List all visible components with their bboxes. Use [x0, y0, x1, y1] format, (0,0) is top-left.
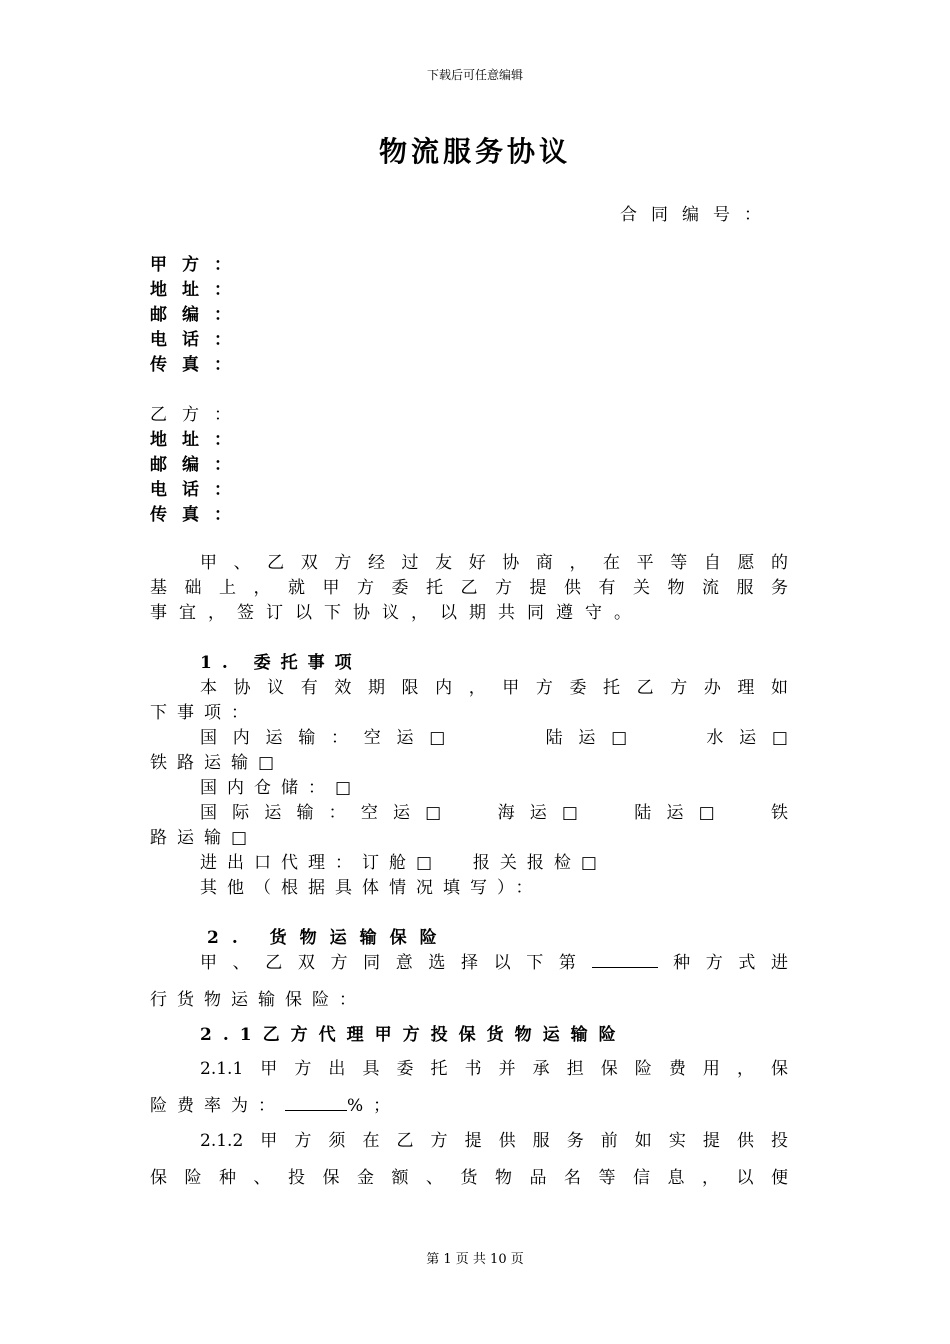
party-a-fax: 传真： — [150, 355, 246, 375]
party-a-postcode: 邮编： — [150, 305, 246, 325]
subsection-2-1-heading: 2.1乙方代理甲方投保货物运输险 — [200, 1025, 627, 1045]
section-1-heading: 1. 委托事项 — [200, 653, 362, 673]
section-2-para-pre: 甲、乙双方同意选择以下第 — [200, 953, 592, 973]
insurance-method-blank — [592, 951, 658, 968]
clause-2-1-2-line-1: 2.1.2甲方须在乙方提供服务前如实提供投 — [200, 1131, 788, 1151]
page-header: 下载后可任意编辑 — [426, 68, 523, 82]
clause-2-1-1-line-1: 2.1.1甲方出具委托书并承担保险费用，保 — [200, 1059, 788, 1079]
import-export-agency-options: 进出口代理：订舱□ 报关报检□ — [200, 853, 607, 873]
party-a-address: 地址： — [150, 280, 246, 300]
section-1-para-line-2: 下事项： — [150, 703, 258, 723]
party-a-name: 甲方： — [150, 255, 246, 275]
other-services-line: 其他（根据具体情况填写）： — [200, 878, 543, 898]
party-b-name: 乙方： — [150, 405, 246, 425]
section-2-heading: 2. 货物运输保险 — [207, 928, 450, 948]
contract-number-label: 合同编号： — [620, 205, 775, 225]
premium-rate-label: 险费率为： — [150, 1096, 285, 1116]
international-rail-option: 路运输□ — [150, 828, 258, 848]
section-2-para-post: 种方式进 — [657, 953, 788, 973]
party-b-fax: 传真： — [150, 505, 246, 525]
domestic-transport-options: 国内运输：空运□ 陆运□ 水运□ — [200, 728, 788, 748]
party-b-address: 地址： — [150, 430, 246, 450]
party-b-postcode: 邮编： — [150, 455, 246, 475]
party-a-phone: 电话： — [150, 330, 246, 350]
document-title: 物流服务协议 — [378, 135, 571, 168]
section-2-para-line-1 — [200, 948, 788, 973]
intro-line-3: 事宜，签订以下协议，以期共同遵守。 — [150, 603, 643, 623]
domestic-rail-option: 铁路运输□ — [150, 753, 285, 773]
clause-2-1-1-line-2 — [150, 1091, 788, 1116]
international-transport-options: 国际运输：空运□ 海运□ 陆运□ 铁 — [200, 803, 788, 823]
party-b-phone: 电话： — [150, 480, 246, 500]
intro-line-1: 甲、乙双方经过友好协商，在平等自愿的 — [200, 553, 788, 573]
domestic-warehouse-option: 国内仓储：□ — [200, 778, 362, 798]
premium-rate-unit: %； — [347, 1096, 401, 1116]
premium-rate-blank — [285, 1094, 347, 1111]
page-footer: 第 1 页 共 10 页 — [426, 1252, 524, 1267]
intro-line-2: 基础上，就甲方委托乙方提供有关物流服务 — [150, 578, 788, 598]
section-2-para-line-2: 行货物运输保险： — [150, 990, 366, 1010]
clause-2-1-2-line-2: 保险种、投保金额、货物品名等信息，以便 — [150, 1168, 788, 1188]
section-1-para-line-1: 本协议有效期限内，甲方委托乙方办理如 — [200, 678, 788, 698]
